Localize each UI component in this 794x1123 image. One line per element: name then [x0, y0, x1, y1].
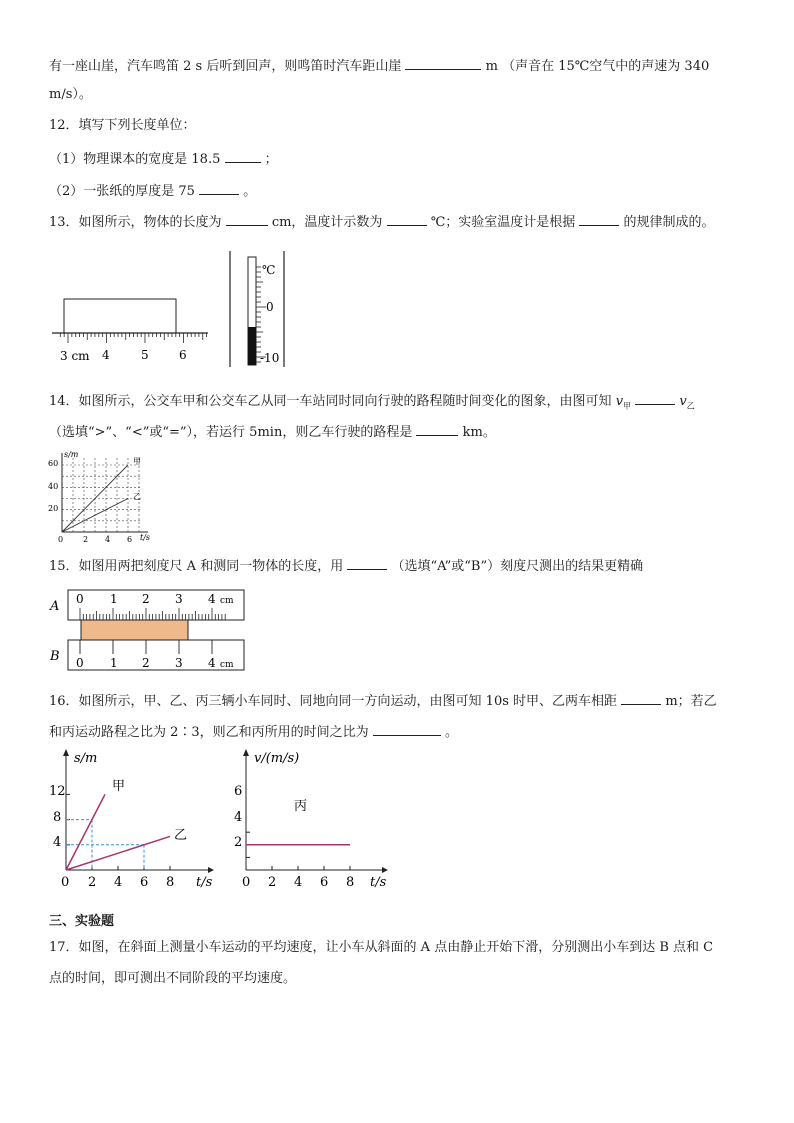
q13-text-1: 13．如图所示，物体的长度为 [49, 215, 222, 230]
q13-ruler-label-4: 4 [102, 348, 110, 362]
q16-st-chart [48, 744, 216, 890]
q16-vt-xtick-2: 2 [268, 875, 277, 890]
q16-line2 [49, 721, 458, 742]
q16-st-xtick-4: 4 [114, 875, 123, 890]
q16-series-yi [66, 836, 170, 870]
q13-blank-principle[interactable] [579, 211, 619, 226]
q16-vt-ytick-4: 4 [234, 810, 243, 825]
q14-line1 [49, 390, 695, 416]
q16-st-ticks [66, 794, 170, 870]
q16-text-4: 。 [444, 725, 458, 740]
q14-ytick-60: 60 [48, 459, 59, 468]
q16-st-xtick-6: 6 [140, 875, 149, 890]
q16-st-ytick-12: 12 [49, 784, 66, 799]
q16-vt-xtick-6: 6 [320, 875, 329, 890]
q17-line2 [49, 970, 296, 988]
q16-text-2: m；若乙 [665, 694, 717, 709]
q16-vt-chart [222, 744, 392, 890]
q12-item1-blank[interactable] [225, 148, 261, 163]
q14-xtick-0: 0 [58, 535, 64, 544]
q14-chart-grid [62, 458, 140, 532]
q14-blank-distance[interactable] [416, 421, 458, 436]
q14-sub-yi: 乙 [686, 401, 695, 411]
thermo-label-0: 0 [266, 300, 274, 314]
q16-vt-ticks [246, 832, 350, 870]
thermo-label-minus10: -10 [260, 351, 280, 365]
thermo-scale-ticks [256, 267, 266, 362]
q12-item2 [49, 180, 256, 201]
ruler-b-tick-1: 1 [110, 656, 118, 670]
q11-text-2: m （声音在 15℃空气中的声速为 340 [485, 59, 710, 74]
q12-item1-text: （1）物理课本的宽度是 18.5 [49, 152, 221, 167]
q12-item2-end: 。 [243, 184, 257, 199]
q16-line1 [49, 690, 717, 711]
ruler-b-tick-4: 4 [208, 656, 216, 670]
q12-item1-end: ； [264, 152, 278, 167]
q12-item2-text: （2）一张纸的厚度是 75 [49, 184, 195, 199]
q16-st-xtick-0: 0 [61, 875, 70, 890]
q12-stem-text: 12．填写下列长度单位： [49, 118, 196, 133]
q15-line [49, 555, 643, 576]
q16-vt-ytick-6: 6 [234, 784, 243, 799]
q14-chart [44, 450, 156, 545]
q13-blank-temperature[interactable] [387, 211, 427, 226]
q13-ruler-figure [48, 293, 210, 365]
q16-st-x-arrow [208, 867, 214, 873]
q14-sub-jia: 甲 [623, 401, 632, 411]
ruler-b-tick-2: 2 [142, 656, 150, 670]
q13-text-2: cm，温度计示数为 [271, 215, 383, 230]
q17-text-2: 点的时间，即可测出不同阶段的平均速度。 [49, 971, 297, 986]
q16-vt-ytick-2: 2 [234, 835, 243, 850]
ruler-a-name: A [50, 599, 60, 614]
ruler-a-tick-2: 2 [142, 592, 150, 606]
q13-text-4: 的规律制成的。 [623, 215, 715, 230]
q11-line2 [49, 86, 92, 104]
ruler-a-tick-3: 3 [175, 592, 183, 606]
q16-vt-xlabel: t/s [370, 875, 387, 890]
q15-rulers-figure [48, 588, 248, 672]
q16-text-1: 16．如图所示，甲、乙、丙三辆小车同时、同地向同一方向运动，由图可知 10s 时甲、乙两车相距 [49, 694, 618, 709]
q14-text-1: 14．如图所示，公交车甲和公交车乙从同一车站同时同向行驶的路程随时间变化的图象，由图可知 [49, 394, 612, 409]
q15-text-1: 15．如图用两把刻度尺 A 和测同一物体的长度，用 [49, 559, 344, 574]
q14-xtick-2: 2 [83, 535, 89, 544]
q13-ruler-label-5: 5 [141, 348, 149, 362]
ruler-b-tick-3: 3 [175, 656, 183, 670]
q13-ruler-label-3cm: 3 cm [60, 349, 90, 363]
q12-item1 [49, 148, 278, 169]
thermo-unit-label: ℃ [262, 263, 276, 277]
q16-vt-x-arrow [382, 867, 388, 873]
q14-text-2: （选填“>”、“<”或“=”），若运行 5min，则乙车行驶的路程是 [49, 425, 413, 440]
q13-ruler-ticks [60, 333, 206, 343]
ruler-a-tick-0: 0 [76, 592, 84, 606]
section-3-title-text: 三、实验题 [49, 914, 115, 929]
q14-label-jia: 甲 [133, 457, 141, 466]
q15-text-2: （选填“A”或“B”）刻度尺测出的结果更精确 [391, 559, 644, 574]
q17-text-1: 17．如图，在斜面上测量小车运动的平均速度，让小车从斜面的 A 点由静止开始下滑，分别测出小车到达 B 点和 C [49, 940, 714, 955]
q16-vt-y-arrow [243, 749, 249, 756]
q14-line2 [49, 421, 496, 442]
ruler-b-name: B [50, 649, 60, 664]
q16-blank-distance[interactable] [621, 690, 661, 705]
q16-st-xtick-2: 2 [88, 875, 97, 890]
q12-stem [49, 117, 196, 135]
q16-st-xlabel: t/s [196, 875, 213, 890]
q16-st-xtick-8: 8 [166, 875, 175, 890]
q15-blank[interactable] [347, 555, 387, 570]
q14-xtick-6: 6 [127, 535, 133, 544]
q14-label-yi: 乙 [133, 492, 141, 501]
thermo-liquid-column [248, 327, 256, 365]
q16-vt-xtick-4: 4 [294, 875, 303, 890]
q17-line1 [49, 939, 713, 957]
q16-st-ytick-4: 4 [53, 835, 62, 850]
q16-st-label-jia: 甲 [112, 779, 126, 794]
q14-v-yi: v [679, 394, 687, 409]
measured-object [81, 620, 188, 640]
q13-line [49, 211, 715, 232]
q13-thermometer-figure [226, 249, 288, 369]
q14-xtick-4: 4 [105, 535, 111, 544]
q16-vt-xtick-8: 8 [346, 875, 355, 890]
section-3-title [49, 913, 114, 931]
q13-text-3: ℃；实验室温度计是根据 [430, 215, 576, 230]
ruler-a-tick-4: 4 [208, 592, 216, 606]
ruler-a-tick-1: 1 [110, 592, 118, 606]
q11-text: 有一座山崖，汽车鸣笛 2 s 后听到回声，则鸣笛时汽车距山崖 [49, 59, 402, 74]
q14-ytick-20: 20 [48, 504, 59, 513]
ruler-a-unit: cm [220, 596, 234, 606]
q13-blank-length[interactable] [226, 211, 268, 226]
q16-st-label-yi: 乙 [174, 828, 188, 843]
q11-text-3: m/s）。 [49, 87, 92, 102]
q12-item2-blank[interactable] [199, 180, 239, 195]
ruler-b-tick-0: 0 [76, 656, 84, 670]
ruler-b-unit: cm [220, 660, 234, 670]
q16-text-3: 和丙运动路程之比为 2∶3，则乙和丙所用的时间之比为 [49, 725, 369, 740]
q14-xlabel: t/s [140, 533, 151, 542]
q11-answer-blank[interactable] [405, 55, 481, 70]
q16-blank-ratio[interactable] [373, 721, 441, 736]
q11-line1 [49, 55, 709, 76]
q14-ylabel: s/m [64, 450, 79, 459]
q16-vt-xtick-0: 0 [242, 875, 251, 890]
q16-vt-label-bing: 丙 [294, 799, 308, 814]
q16-vt-ylabel: v/(m/s) [254, 751, 300, 766]
q14-v-jia: v [615, 394, 624, 409]
q13-ruler-label-6: 6 [179, 348, 187, 362]
ruler-b [68, 640, 244, 670]
q16-st-ytick-8: 8 [53, 810, 62, 825]
q14-text-3: km。 [462, 425, 496, 440]
q13-object-block [64, 299, 176, 333]
q16-st-ylabel: s/m [74, 751, 98, 766]
q16-st-y-arrow [63, 749, 69, 756]
q14-ytick-40: 40 [48, 482, 59, 491]
q14-blank-compare[interactable] [635, 390, 675, 405]
